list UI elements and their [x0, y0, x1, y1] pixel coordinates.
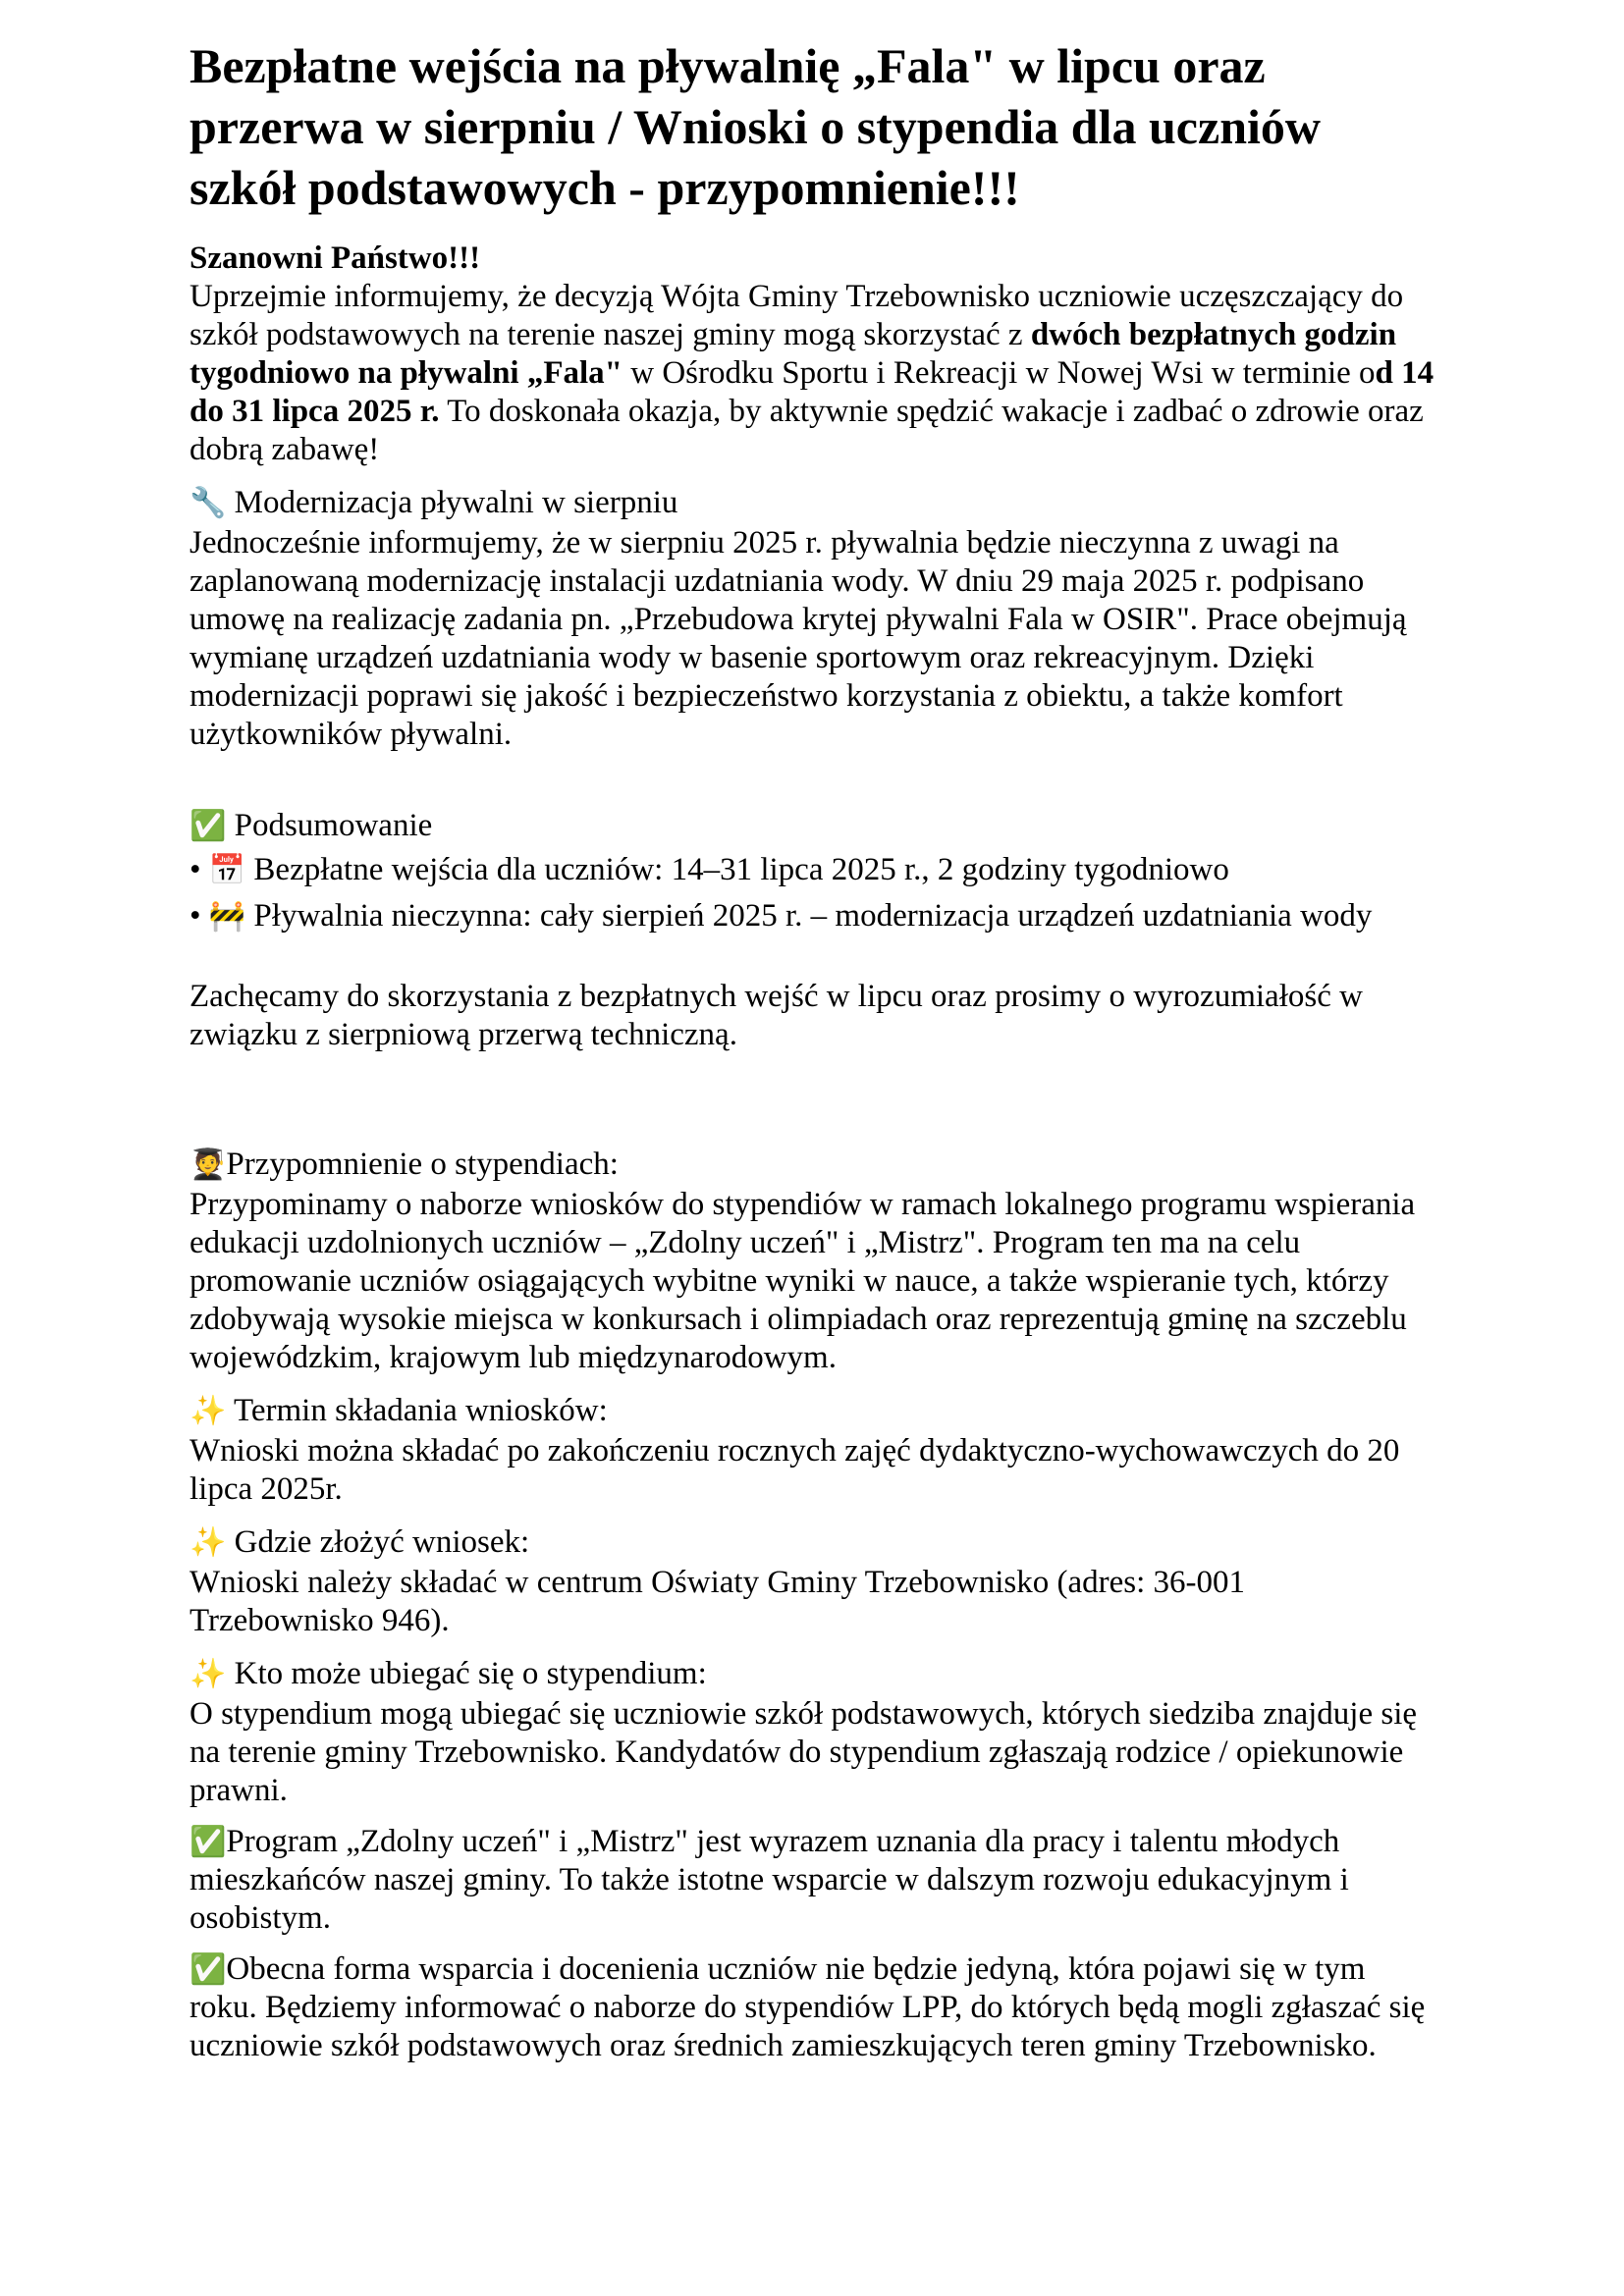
bullet-marker: • [189, 852, 201, 887]
deadline-paragraph: Wnioski można składać po zakończeniu rocznych zajęć dydaktyczno-wychowawczych do 20 lipca 2025r. [189, 1433, 1400, 1507]
who-heading-label: Kto może ubiegać się o stypendium: [234, 1656, 707, 1691]
future-note-paragraph [189, 1950, 1435, 2065]
check-mark-icon: ✅ [189, 809, 227, 843]
list-item [189, 847, 1435, 893]
deadline-heading-label: Termin składania wniosków: [234, 1393, 608, 1428]
program-note-text: Program „Zdolny uczeń" i „Mistrz" jest wyrazem uznania dla pracy i talentu młodych mieszkańców naszej gminy. To także istotne wsparcie w dalszym rozwoju edukacyjnym i osobistym. [189, 1824, 1349, 1936]
intro-bold-free-hours: dwóch bezpłatnych godzin tygodniowo na pływalni „Fala" [189, 317, 1397, 391]
scholarship-heading [189, 1144, 1435, 1186]
greeting-line: Szanowni Państwo!!! [189, 240, 481, 276]
sparkles-icon: ✨ [189, 1657, 227, 1691]
blank-line [189, 754, 1435, 792]
sparkles-icon: ✨ [189, 1525, 227, 1560]
intro-bold-dates: d 14 do 31 lipca 2025 r. [189, 355, 1435, 429]
bullet-marker: • [189, 898, 201, 934]
deadline-heading [189, 1390, 1435, 1432]
closing-paragraph: Zachęcamy do skorzystania z bezpłatnych wejść w lipcu oraz prosimy o wyrozumiałość w związku z sierpniową przerwą techniczną. [189, 979, 1363, 1052]
bullet-free-entries-text: Bezpłatne wejścia dla uczniów: 14–31 lipca 2025 r., 2 godziny tygodniowo [253, 852, 1229, 887]
blank-line [189, 939, 1435, 978]
summary-heading [189, 805, 1435, 847]
list-item [189, 893, 1435, 939]
intro-run-3: To doskonała okazja, by aktywnie spędzić wakacje i zadbać o zdrowie oraz dobrą zabawę! [189, 394, 1424, 467]
wrench-icon: 🔧 [189, 486, 227, 520]
intro-run-1: Uprzejmie informujemy, że decyzją Wójta Gminy Trzebownisko uczniowie uczęszczający do szkół podstawowych na terenie naszej gminy mogą skorzystać z [189, 279, 1404, 352]
who-paragraph: O stypendium mogą ubiegać się uczniowie szkół podstawowych, których siedziba znajduje się na terenie gminy Trzebownisko. Kandydatów do stypendium zgłaszają rodzice / opiekunowie prawni. [189, 1696, 1418, 1808]
modernization-heading [189, 482, 1435, 524]
student-icon: 🧑‍🎓 [189, 1148, 227, 1182]
bullet-pool-closed-text: Pływalnia nieczynna: cały sierpień 2025 r. – modernizacja urządzeń uzdatniania wody [253, 898, 1373, 934]
scholarship-heading-label: Przypomnienie o stypendiach: [226, 1147, 619, 1182]
intro-paragraph [189, 278, 1435, 469]
page-title: Bezpłatne wejścia na pływalnię „Fala" w lipcu oraz przerwa w sierpniu / Wnioski o stypendia dla uczniów szkół podstawowych - przypomnienie!!! [189, 38, 1322, 215]
sparkles-icon: ✨ [189, 1394, 227, 1428]
calendar-icon: 📅 [208, 853, 246, 887]
blank-lines [189, 1054, 1435, 1131]
check-mark-icon: ✅ [189, 1952, 227, 1987]
program-note-paragraph [189, 1823, 1435, 1938]
intro-run-2: w Ośrodku Sportu i Rekreacji w Nowej Wsi w terminie o [623, 355, 1376, 391]
where-paragraph: Wnioski należy składać w centrum Oświaty Gminy Trzebownisko (adres: 36-001 Trzebownisko 946). [189, 1565, 1246, 1638]
modernization-heading-label: Modernizacja pływalni w sierpniu [234, 485, 678, 520]
future-note-text: Obecna forma wsparcia i docenienia uczniów nie będzie jedyną, która pojawi się w tym roku. Będziemy informować o naborze do stypendiów LPP, do których będą mogli zgłaszać się uczniowie szkół podstawowych oraz średnich zamieszkujących teren gminy Trzebownisko. [189, 1951, 1426, 2063]
check-mark-icon: ✅ [189, 1825, 227, 1859]
modernization-paragraph: Jednocześnie informujemy, że w sierpniu 2025 r. pływalnia będzie nieczynna z uwagi na zaplanowaną modernizację instalacji uzdatniania wody. W dniu 29 maja 2025 r. podpisano umowę na realizację zadania pn. „Przebudowa krytej pływalni Fala w OSIR". Prace obejmują wymianę urządzeń uzdatniania wody w basenie sportowym oraz rekreacyjnym. Dzięki modernizacji poprawi się jakość i bezpieczeństwo korzystania z obiektu, a także komfort użytkowników pływalni. [189, 525, 1407, 752]
construction-icon: 🚧 [208, 899, 246, 934]
scholarship-paragraph: Przypominamy o naborze wniosków do stypendiów w ramach lokalnego programu wspierania edukacji uzdolnionych uczniów – „Zdolny uczeń" i „Mistrz". Program ten ma na celu promowanie uczniów osiągających wybitne wyniki w nauce, a także wspieranie tych, którzy zdobywają wysokie miejsca w konkursach i olimpiadach oraz reprezentują gminę na szczeblu wojewódzkim, krajowym lub międzynarodowym. [189, 1187, 1416, 1375]
where-heading-label: Gdzie złożyć wniosek: [234, 1524, 530, 1560]
who-heading [189, 1653, 1435, 1695]
where-heading [189, 1522, 1435, 1564]
summary-heading-label: Podsumowanie [234, 808, 433, 843]
